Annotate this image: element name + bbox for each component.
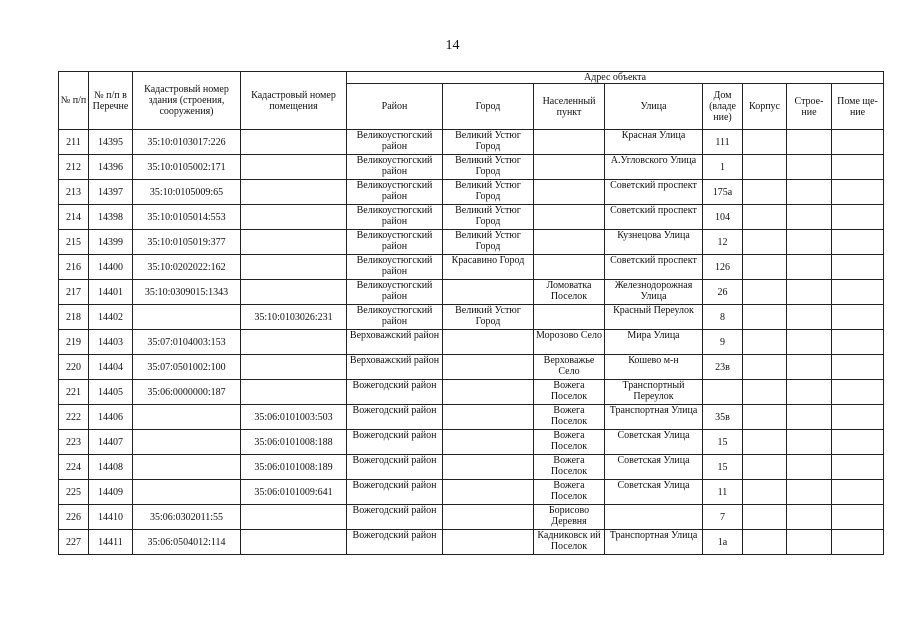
cell-room: [832, 205, 884, 230]
cell-list-num: 14403: [89, 330, 133, 355]
cell-house: 9: [703, 330, 743, 355]
cell-room-cadastral: 35:06:0101009:641: [241, 480, 347, 505]
table-row: [59, 355, 884, 380]
cell-list-num: 14397: [89, 180, 133, 205]
cell-street: [605, 505, 703, 530]
cell-district: Великоустюгский район: [347, 180, 443, 205]
cell-city: [443, 330, 534, 355]
cell-room: [832, 480, 884, 505]
cell-locality: [534, 305, 605, 330]
cell-num: 221: [59, 380, 89, 405]
cell-house: 15: [703, 455, 743, 480]
cell-locality: [534, 230, 605, 255]
cell-structure: [787, 430, 832, 455]
cell-building: [743, 405, 787, 430]
cell-room: [832, 230, 884, 255]
cell-num: 227: [59, 530, 89, 555]
cell-building-cadastral: 35:10:0105014:553: [133, 205, 241, 230]
cell-num: 225: [59, 480, 89, 505]
cell-list-num: 14402: [89, 305, 133, 330]
cell-locality: Кадниковск ий Поселок: [534, 530, 605, 555]
cell-list-num: 14405: [89, 380, 133, 405]
cell-room-cadastral: [241, 180, 347, 205]
cell-district: Великоустюгский район: [347, 205, 443, 230]
header-locality: Населенный пункт: [534, 84, 605, 130]
cell-structure: [787, 380, 832, 405]
cell-city: Великий Устюг Город: [443, 155, 534, 180]
cell-num: 220: [59, 355, 89, 380]
cell-street: Мира Улица: [605, 330, 703, 355]
cell-list-num: 14396: [89, 155, 133, 180]
cell-structure: [787, 355, 832, 380]
cell-house: 104: [703, 205, 743, 230]
cell-list-num: 14400: [89, 255, 133, 280]
cell-street: Транспортная Улица: [605, 405, 703, 430]
cell-building-cadastral: [133, 305, 241, 330]
cell-district: Вожегодский район: [347, 430, 443, 455]
cell-structure: [787, 280, 832, 305]
cell-locality: Вожега Поселок: [534, 405, 605, 430]
cell-room-cadastral: 35:10:0103026:231: [241, 305, 347, 330]
cell-city: Красавино Город: [443, 255, 534, 280]
cell-house: 8: [703, 305, 743, 330]
table-row: [59, 280, 884, 305]
cell-room-cadastral: [241, 230, 347, 255]
cell-street: Советский проспект: [605, 180, 703, 205]
cell-district: Великоустюгский район: [347, 255, 443, 280]
cell-list-num: 14407: [89, 430, 133, 455]
cell-building: [743, 380, 787, 405]
property-registry-table: [58, 71, 884, 555]
cell-room-cadastral: [241, 130, 347, 155]
cell-structure: [787, 480, 832, 505]
cell-room: [832, 505, 884, 530]
cell-locality: Вожега Поселок: [534, 430, 605, 455]
cell-building: [743, 455, 787, 480]
cell-list-num: 14399: [89, 230, 133, 255]
cell-structure: [787, 255, 832, 280]
table-row: [59, 155, 884, 180]
cell-room: [832, 430, 884, 455]
cell-num: 213: [59, 180, 89, 205]
cell-city: [443, 530, 534, 555]
cell-num: 215: [59, 230, 89, 255]
table-row: [59, 480, 884, 505]
cell-district: Вожегодский район: [347, 455, 443, 480]
header-list-num: № п/п в Перечне: [89, 72, 133, 130]
table-row: [59, 530, 884, 555]
header-building: Корпус: [743, 84, 787, 130]
cell-building-cadastral: [133, 430, 241, 455]
cell-district: Вожегодский район: [347, 505, 443, 530]
cell-locality: Вожега Поселок: [534, 480, 605, 505]
cell-locality: Вожега Поселок: [534, 380, 605, 405]
cell-house: 11: [703, 480, 743, 505]
cell-street: А.Угловского Улица: [605, 155, 703, 180]
cell-building-cadastral: 35:10:0202022:162: [133, 255, 241, 280]
cell-city: Великий Устюг Город: [443, 305, 534, 330]
cell-list-num: 14410: [89, 505, 133, 530]
cell-locality: Ломоватка Поселок: [534, 280, 605, 305]
cell-list-num: 14411: [89, 530, 133, 555]
cell-num: 223: [59, 430, 89, 455]
header-city: Город: [443, 84, 534, 130]
cell-room-cadastral: [241, 330, 347, 355]
cell-city: [443, 405, 534, 430]
table-row: [59, 205, 884, 230]
cell-building-cadastral: 35:10:0105009:65: [133, 180, 241, 205]
cell-house: 7: [703, 505, 743, 530]
cell-district: Вожегодский район: [347, 530, 443, 555]
cell-room-cadastral: 35:06:0101008:188: [241, 430, 347, 455]
cell-locality: Верховажье Село: [534, 355, 605, 380]
cell-district: Великоустюгский район: [347, 280, 443, 305]
cell-room-cadastral: 35:06:0101008:189: [241, 455, 347, 480]
cell-room: [832, 405, 884, 430]
cell-room-cadastral: [241, 355, 347, 380]
cell-list-num: 14406: [89, 405, 133, 430]
cell-street: Советская Улица: [605, 430, 703, 455]
cell-house: 175а: [703, 180, 743, 205]
cell-house: 12: [703, 230, 743, 255]
cell-city: [443, 480, 534, 505]
cell-room: [832, 380, 884, 405]
cell-building-cadastral: 35:10:0105019:377: [133, 230, 241, 255]
cell-street: Транспортная Улица: [605, 530, 703, 555]
table-row: [59, 130, 884, 155]
table-row: [59, 455, 884, 480]
cell-district: Вожегодский район: [347, 380, 443, 405]
cell-building: [743, 280, 787, 305]
cell-room: [832, 180, 884, 205]
cell-room: [832, 305, 884, 330]
header-house: Дом (владе ние): [703, 84, 743, 130]
table-row: [59, 430, 884, 455]
cell-house: 35в: [703, 405, 743, 430]
table-row: [59, 330, 884, 355]
cell-num: 212: [59, 155, 89, 180]
cell-building: [743, 430, 787, 455]
cell-city: [443, 505, 534, 530]
page-number: 14: [445, 38, 460, 53]
table-row: [59, 305, 884, 330]
cell-room: [832, 130, 884, 155]
cell-building: [743, 155, 787, 180]
cell-building-cadastral: 35:10:0105002:171: [133, 155, 241, 180]
cell-house: [703, 380, 743, 405]
cell-building: [743, 130, 787, 155]
table-body: [59, 130, 884, 555]
cell-building: [743, 180, 787, 205]
table-row: [59, 380, 884, 405]
cell-building: [743, 255, 787, 280]
cell-building: [743, 330, 787, 355]
cell-structure: [787, 205, 832, 230]
cell-room: [832, 455, 884, 480]
cell-building-cadastral: 35:06:0302011:55: [133, 505, 241, 530]
cell-district: Верховажский район: [347, 355, 443, 380]
cell-street: Кошево м-н: [605, 355, 703, 380]
cell-city: Великий Устюг Город: [443, 205, 534, 230]
table-header: [59, 72, 884, 130]
cell-house: 23в: [703, 355, 743, 380]
cell-building-cadastral: 35:10:0309015:1343: [133, 280, 241, 305]
cell-locality: [534, 205, 605, 230]
cell-district: Великоустюгский район: [347, 130, 443, 155]
cell-num: 214: [59, 205, 89, 230]
cell-room-cadastral: [241, 205, 347, 230]
cell-locality: Борисово Деревня: [534, 505, 605, 530]
cell-list-num: 14398: [89, 205, 133, 230]
cell-num: 219: [59, 330, 89, 355]
cell-num: 224: [59, 455, 89, 480]
cell-structure: [787, 305, 832, 330]
cell-district: Великоустюгский район: [347, 155, 443, 180]
cell-house: 15: [703, 430, 743, 455]
cell-room-cadastral: [241, 380, 347, 405]
cell-street: Красный Переулок: [605, 305, 703, 330]
cell-locality: Морозово Село: [534, 330, 605, 355]
cell-house: 26: [703, 280, 743, 305]
cell-street: Советский проспект: [605, 255, 703, 280]
header-district: Район: [347, 84, 443, 130]
cell-district: Великоустюгский район: [347, 230, 443, 255]
cell-street: Железнодорожная Улица: [605, 280, 703, 305]
cell-num: 211: [59, 130, 89, 155]
header-room: Поме ще- ние: [832, 84, 884, 130]
cell-building-cadastral: [133, 480, 241, 505]
cell-locality: Вожега Поселок: [534, 455, 605, 480]
cell-locality: [534, 130, 605, 155]
cell-num: 226: [59, 505, 89, 530]
cell-room: [832, 355, 884, 380]
cell-building: [743, 355, 787, 380]
cell-building: [743, 305, 787, 330]
header-structure: Строе- ние: [787, 84, 832, 130]
cell-room-cadastral: 35:06:0101003:503: [241, 405, 347, 430]
cell-building: [743, 530, 787, 555]
cell-building-cadastral: [133, 455, 241, 480]
cell-street: Красная Улица: [605, 130, 703, 155]
cell-building-cadastral: 35:06:0000000:187: [133, 380, 241, 405]
cell-num: 218: [59, 305, 89, 330]
cell-num: 217: [59, 280, 89, 305]
cell-building: [743, 480, 787, 505]
cell-structure: [787, 155, 832, 180]
cell-room-cadastral: [241, 530, 347, 555]
cell-house: 111: [703, 130, 743, 155]
cell-city: [443, 430, 534, 455]
cell-room-cadastral: [241, 280, 347, 305]
cell-city: [443, 280, 534, 305]
cell-room-cadastral: [241, 255, 347, 280]
cell-house: 1а: [703, 530, 743, 555]
cell-list-num: 14395: [89, 130, 133, 155]
table-row: [59, 505, 884, 530]
header-address-group: Адрес объекта: [347, 72, 884, 84]
cell-city: [443, 455, 534, 480]
cell-locality: [534, 180, 605, 205]
cell-locality: [534, 155, 605, 180]
header-room-cadastral: Кадастровый номер помещения: [241, 72, 347, 130]
cell-city: Великий Устюг Город: [443, 130, 534, 155]
cell-room: [832, 330, 884, 355]
cell-building-cadastral: 35:10:0103017:226: [133, 130, 241, 155]
cell-district: Вожегодский район: [347, 480, 443, 505]
cell-list-num: 14408: [89, 455, 133, 480]
cell-num: 222: [59, 405, 89, 430]
cell-structure: [787, 455, 832, 480]
cell-room-cadastral: [241, 155, 347, 180]
cell-structure: [787, 505, 832, 530]
cell-city: Великий Устюг Город: [443, 180, 534, 205]
cell-district: Великоустюгский район: [347, 305, 443, 330]
cell-district: Верховажский район: [347, 330, 443, 355]
table-row: [59, 405, 884, 430]
cell-building-cadastral: 35:07:0501002:100: [133, 355, 241, 380]
header-building-cadastral: Кадастровый номер здания (строения, сооружения): [133, 72, 241, 130]
cell-house: 1: [703, 155, 743, 180]
cell-building-cadastral: 35:07:0104003:153: [133, 330, 241, 355]
cell-room: [832, 155, 884, 180]
cell-city: Великий Устюг Город: [443, 230, 534, 255]
cell-room: [832, 280, 884, 305]
cell-building: [743, 205, 787, 230]
cell-structure: [787, 230, 832, 255]
cell-street: Кузнецова Улица: [605, 230, 703, 255]
table-row: [59, 230, 884, 255]
header-street: Улица: [605, 84, 703, 130]
table-row: [59, 255, 884, 280]
cell-building: [743, 505, 787, 530]
table-row: [59, 180, 884, 205]
cell-city: [443, 380, 534, 405]
cell-num: 216: [59, 255, 89, 280]
cell-district: Вожегодский район: [347, 405, 443, 430]
cell-city: [443, 355, 534, 380]
cell-structure: [787, 530, 832, 555]
cell-building-cadastral: [133, 405, 241, 430]
header-num: № п/п: [59, 72, 89, 130]
cell-building: [743, 230, 787, 255]
cell-structure: [787, 405, 832, 430]
cell-street: Советская Улица: [605, 455, 703, 480]
cell-structure: [787, 330, 832, 355]
cell-room-cadastral: [241, 505, 347, 530]
cell-structure: [787, 180, 832, 205]
cell-building-cadastral: 35:06:0504012:114: [133, 530, 241, 555]
cell-house: 126: [703, 255, 743, 280]
cell-street: Транспортный Переулок: [605, 380, 703, 405]
cell-room: [832, 530, 884, 555]
cell-room: [832, 255, 884, 280]
cell-list-num: 14404: [89, 355, 133, 380]
cell-structure: [787, 130, 832, 155]
cell-street: Советская Улица: [605, 480, 703, 505]
cell-list-num: 14401: [89, 280, 133, 305]
cell-street: Советский проспект: [605, 205, 703, 230]
cell-locality: [534, 255, 605, 280]
cell-list-num: 14409: [89, 480, 133, 505]
